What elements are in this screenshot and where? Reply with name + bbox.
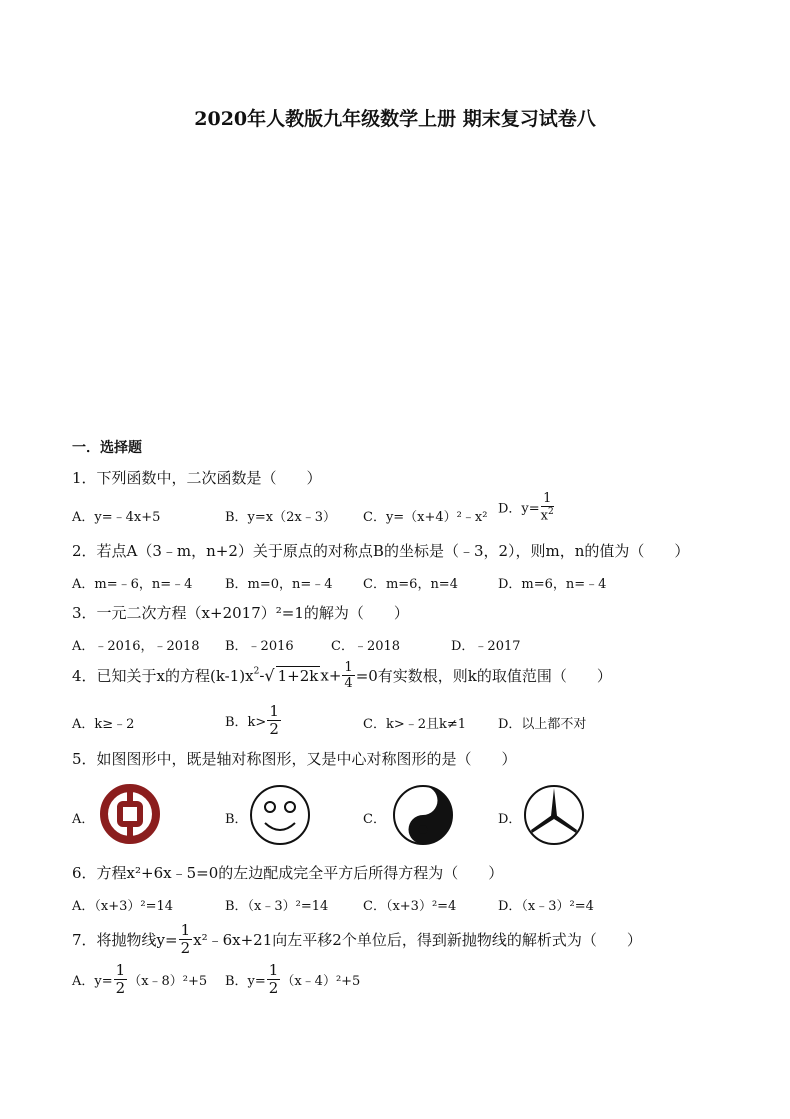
q7-stem-tail: x²﹣6x+21向左平移2个单位后，得到新抛物线的解析式为（ ） (193, 931, 642, 949)
q4-b-fraction (267, 704, 281, 737)
q1-d-numerator: 1 (541, 492, 554, 507)
q7-frac-numerator: 1 (180, 921, 191, 939)
question-5-stem: 5．如图图形中，既是轴对称图形，又是中心对称图形的是（ ） (72, 750, 517, 768)
q6-option-b: B．（x﹣3）²=14 (225, 899, 329, 914)
q5-option-d: D． (498, 812, 522, 827)
page-title: 2020年人教版九年级数学上册 期末复习试卷八 (194, 108, 596, 130)
q7-a-numerator: 1 (115, 961, 126, 979)
yin-yang-icon (391, 783, 455, 847)
q6-option-d: D．（x﹣3）²=4 (498, 899, 594, 914)
q4-b-denominator: 2 (269, 720, 279, 738)
q2-option-a: A．m=﹣6，n=﹣4 (72, 577, 193, 592)
q7-fraction (179, 923, 193, 956)
q4-option-c: C．k>﹣2且k≠1 (363, 717, 467, 732)
q7-b-prefix: B．y= (225, 974, 266, 989)
question-1-stem: 1．下列函数中，二次函数是（ ） (72, 469, 322, 487)
q4-option-b (225, 704, 282, 737)
q1-d-denominator-exponent: 2 (548, 507, 554, 517)
q7-stem-part: 7．将抛物线y= (72, 931, 178, 949)
q3-option-a: A．﹣2016，﹣2018 (72, 639, 200, 654)
smiley-face-icon (248, 783, 312, 847)
q5-option-b: B． (225, 812, 248, 827)
q7-a-fraction (114, 963, 128, 996)
q4-b-numerator: 1 (269, 702, 279, 720)
q4-stem-part: 4．已知关于x的方程(k-1)x (72, 667, 254, 685)
question-4-stem: 4．已知关于x的方程$(k-1)x^2-√$ 1+2k x+ $\frac{1}{4}$ =0有实数根，则k的取值范围（ ） (72, 660, 612, 691)
q4-x-term: x+ (320, 666, 342, 685)
q4-frac-numerator: 1 (344, 660, 353, 675)
q1-option-a: A．y=﹣4x+5 (72, 510, 161, 525)
q7-a-denominator: 2 (115, 979, 126, 997)
q7-a-prefix: A．y= (72, 974, 113, 989)
q5-option-a: A． (72, 812, 95, 827)
q7-option-b (225, 963, 360, 996)
q7-b-numerator: 1 (268, 961, 279, 979)
q4-radicand: 1+2k (277, 667, 319, 685)
q1-option-d (498, 492, 555, 522)
question-2-stem: 2．若点A（3﹣m，n+2）关于原点的对称点B的坐标是（﹣3，2），则m，n的值为（ ） (72, 542, 690, 560)
q4-minus: - (259, 666, 265, 685)
q4-frac-denominator: 4 (344, 676, 353, 691)
q7-a-tail: （x﹣8）²+5 (128, 974, 208, 989)
q4-b-prefix: B．k> (225, 715, 267, 730)
section-heading: 一．选择题 (72, 440, 142, 456)
q4-option-d: D．以上都不对 (498, 717, 587, 732)
q1-option-c: C．y=（x+4）²﹣x² (363, 510, 488, 525)
q4-stem-tail: =0有实数根，则k的取值范围（ ） (355, 667, 612, 685)
q4-exponent: 2 (253, 666, 260, 677)
q1-option-b: B．y=x（2x﹣3） (225, 510, 336, 525)
q2-option-b: B．m=0，n=﹣4 (225, 577, 333, 592)
q7-option-a (72, 963, 207, 996)
q4-fraction (342, 661, 354, 690)
q3-option-b: B．﹣2016 (225, 639, 294, 654)
bank-of-china-logo-icon (98, 782, 162, 846)
q2-option-c: C．m=6，n=4 (363, 577, 458, 592)
q7-b-fraction (267, 963, 281, 996)
q7-b-denominator: 2 (268, 979, 279, 997)
q5-option-c: C． (363, 812, 386, 827)
q3-option-d: D．﹣2017 (451, 639, 521, 654)
q3-option-c: C．﹣2018 (331, 639, 401, 654)
q1-option-d-prefix: D．y= (498, 501, 540, 517)
mercedes-star-icon (522, 783, 586, 847)
q7-frac-denominator: 2 (180, 939, 191, 957)
q7-b-tail: （x﹣4）²+5 (281, 974, 361, 989)
q6-option-a: A．（x+3）²=14 (72, 899, 174, 914)
q6-option-c: C．（x+3）²=4 (363, 899, 457, 914)
q4-option-a: A．k≥﹣2 (72, 717, 135, 732)
q1-d-denominator: x (540, 508, 549, 524)
question-3-stem: 3．一元二次方程（x+2017）²=1的解为（ ） (72, 604, 409, 622)
question-7-stem (72, 923, 642, 956)
q1-option-d-fraction (541, 492, 554, 522)
q2-option-d: D．m=6，n=﹣4 (498, 577, 607, 592)
question-6-stem: 6．方程x²+6x﹣5=0的左边配成完全平方后所得方程为（ ） (72, 864, 504, 882)
